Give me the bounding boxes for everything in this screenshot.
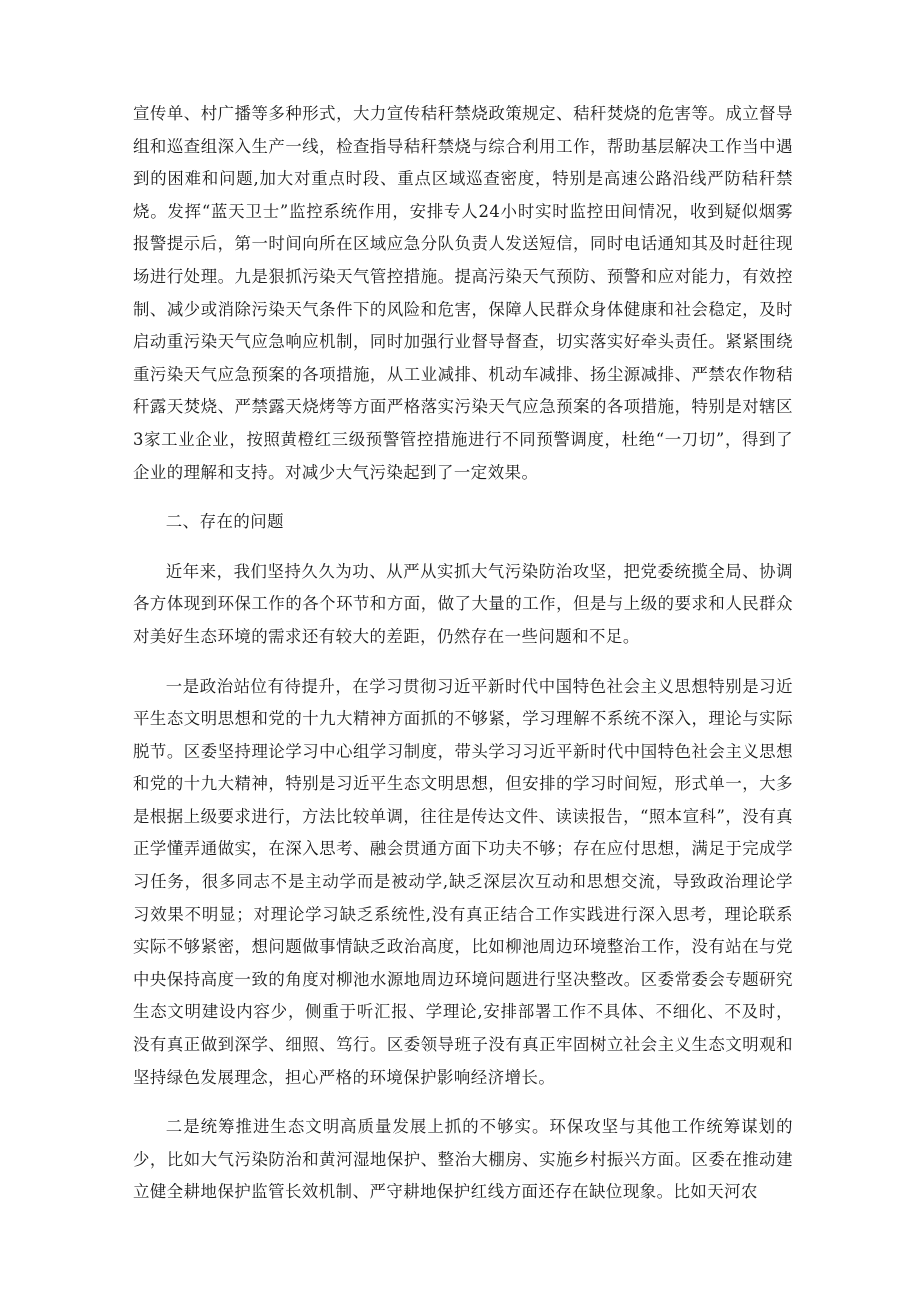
document-page [133,98,793,1226]
section-heading: 二、存在的问题 [165,512,285,532]
paragraph-continued: 宣传单、村广播等多种形式，大力宣传秸秆禁烧政策规定、秸秆焚烧的危害等。成立督导组和巡查组深入生产一线，检查指导秸秆禁烧与综合利用工作，帮助基层解决工作当中遇到的困难和问题,加大对重点时段、重点区域巡查密度，特别是高速公路沿线严防秸秆禁烧。发挥“蓝天卫士”监控系统作用，安排专人24小时实时监控田间情况，收到疑似烟雾报警提示后，第一时间向所在区域应急分队负责人发送短信，同时电话通知其及时赶往现场进行处理。九是狠抓污染天气管控措施。提高污染天气预防、预警和应对能力，有效控制、减少或消除污染天气条件下的风险和危害，保障人民群众身体健康和社会稳定，及时启动重污染天气应急响应机制，同时加强行业督导督查，切实落实好牵头责任。紧紧围绕重污染天气应急预案的各项措施，从工业减排、机动车减排、扬尘源减排、严禁农作物秸秆露天焚烧、严禁露天烧烤等方面严格落实污染天气应急预案的各项措施，特别是对辖区3家工业企业，按照黄橙红三级预警管控措施进行不同预警调度，杜绝“一刀切”，得到了企业的理解和支持。对减少大气污染起到了一定效果。 [133,104,793,482]
paragraph-problem-two: 二是统筹推进生态文明高质量发展上抓的不够实。环保攻坚与其他工作统筹谋划的少，比如大气污染防治和黄河湿地保护、整治大棚房、实施乡村振兴方面。区委在推动建立健全耕地保护监管长效机制、严守耕地保护红线方面还存在缺位现象。比如天河农 [133,1117,793,1202]
paragraph-problem-one: 一是政治站位有待提升，在学习贯彻习近平新时代中国特色社会主义思想特别是习近平生态文明思想和党的十九大精神方面抓的不够紧，学习理解不系统不深入，理论与实际脱节。区委坚持理论学习中心组学习制度，带头学习习近平新时代中国特色社会主义思想和党的十九大精神，特别是习近平生态文明思想，但安排的学习时间短，形式单一，大多是根据上级要求进行，方法比较单调，往往是传达文件、读读报告，“照本宣科”，没有真正学懂弄通做实，在深入思考、融会贯通方面下功夫不够；存在应付思想，满足于完成学习任务，很多同志不是主动学而是被动学,缺乏深层次互动和思想交流，导致政治理论学习效果不明显；对理论学习缺乏系统性,没有真正结合工作实践进行深入思考，理论联系实际不够紧密，想问题做事情缺乏政治高度，比如柳池周边环境整治工作，没有站在与党中央保持高度一致的角度对柳池水源地周边环境问题进行坚决整改。区委常委会专题研究生态文明建设内容少，侧重于听汇报、学理论,安排部署工作不具体、不细化、不及时，没有真正做到深学、细照、笃行。区委领导班子没有真正牢固树立社会主义生态文明观和坚持绿色发展理念，担心严格的环境保护影响经济增长。 [133,676,793,1087]
paragraph-intro: 近年来，我们坚持久久为功、从严从实抓大气污染防治攻坚，把党委统揽全局、协调各方体现到环保工作的各个环节和方面，做了大量的工作，但是与上级的要求和人民群众对美好生态环境的需求还有较大的差距，仍然存在一些问题和不足。 [133,561,793,646]
